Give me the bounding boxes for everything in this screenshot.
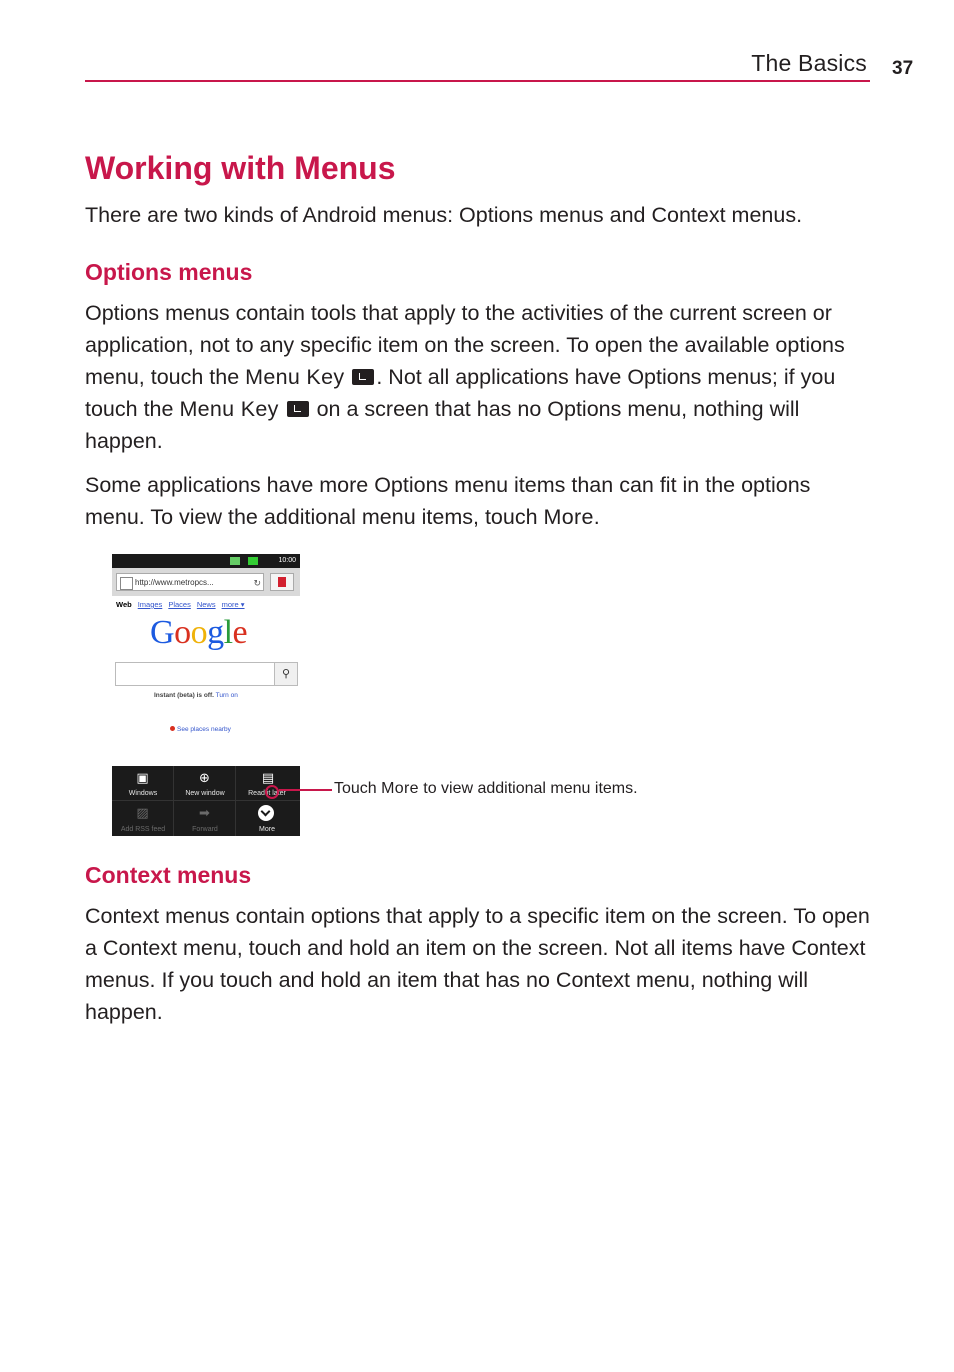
callout-leader-line [279,789,332,791]
callout-caption [334,780,638,798]
menu-item-label: Windows [128,790,158,797]
reload-icon[interactable]: ↻ [253,578,261,588]
map-pin-icon [170,726,175,731]
more-label: More [543,505,594,529]
google-nav-places[interactable]: Places [168,600,191,609]
places-nearby-text: See places nearby [177,726,231,733]
menu-key-label: Menu Key [245,365,345,389]
new-window-icon: ⊕ [199,770,210,785]
google-nav-images[interactable]: Images [137,600,163,609]
context-paragraph: Context menus contain options that apply to a specific item on the screen. To open a Context menu, touch and hold an item on the screen. Not all items have Context menus. If you touch and hold an item that has no Context menu, nothing will happen. [85,904,870,1024]
more-icon [258,805,274,821]
menu-item-add-rss [112,801,174,836]
options-paragraph-2 [85,469,875,533]
status-bar [112,554,300,568]
context-menus-heading: Context menus [85,862,252,888]
options-menu-screenshot [112,766,300,836]
options-p2-text-b: . [593,505,600,529]
google-search-input[interactable] [115,662,275,686]
callout-suffix: to view additional menu items. [418,780,638,797]
menu-item-label: Add RSS feed [120,826,166,833]
url-text: http://www.metropcs... [135,578,214,587]
menu-key-icon [352,369,374,385]
options-p1-text-b: . Not all applications have Options menus; if you touch the [85,365,836,421]
forward-arrow-icon: ➡ [199,805,210,820]
google-nav [116,600,245,609]
menu-key-icon-2 [287,401,309,417]
menu-item-label: Forward [192,826,218,833]
page-title: Working with Menus [85,150,396,186]
menu-item-label: Read it later [248,790,286,797]
page-number: 37 [892,58,914,79]
rss-icon: ▨ [136,805,149,820]
menu-item-forward [174,801,236,836]
page-icon [120,577,133,590]
options-paragraph-1 [85,297,875,457]
callout-more-label: More [381,780,419,797]
url-field[interactable] [116,573,264,591]
status-time: 10:00 [278,557,296,564]
options-p1-text-a: Options menus contain tools that apply to the activities of the current screen or application, not to any specific item on the screen. To open the available options menu, touch the [85,301,845,389]
places-nearby-link[interactable] [170,726,231,733]
running-header-section: The Basics [751,50,867,76]
options-p1-text-c: on a screen that has no Options menu, nothing will happen. [85,397,800,453]
google-logo: Google [150,614,248,651]
callout-prefix: Touch [334,780,382,797]
battery-icon [248,557,258,565]
bookmark-icon [278,577,286,587]
bookmark-button[interactable] [270,573,294,591]
intro-paragraph: There are two kinds of Android menus: Options menus and Context menus. [85,203,803,227]
read-later-icon: ▤ [261,770,275,785]
google-nav-news[interactable]: News [196,600,216,609]
callout-marker [265,785,279,799]
google-nav-more[interactable]: more ▾ [221,600,245,609]
windows-icon: ▣ [136,770,149,785]
search-icon[interactable]: ⚲ [274,662,298,686]
menu-item-more[interactable] [236,801,300,836]
menu-item-label: New window [185,790,225,797]
options-p2-text-a: Some applications have more Options menu items than can fit in the options menu. To view the additional menu items, touch [85,473,811,529]
menu-item-windows[interactable] [112,766,174,801]
menu-item-new-window[interactable] [174,766,236,801]
menu-key-label-2: Menu Key [179,397,279,421]
options-menus-heading: Options menus [85,259,253,285]
signal-icon [230,557,240,565]
google-nav-web[interactable]: Web [116,600,132,609]
menu-item-label: More [259,826,275,833]
instant-text: Instant (beta) is off. [154,692,214,699]
instant-status [154,692,238,699]
header-rule [85,80,870,82]
browser-screenshot [112,554,300,744]
instant-turn-on-link[interactable]: Turn on [215,692,238,699]
url-bar [112,568,300,596]
